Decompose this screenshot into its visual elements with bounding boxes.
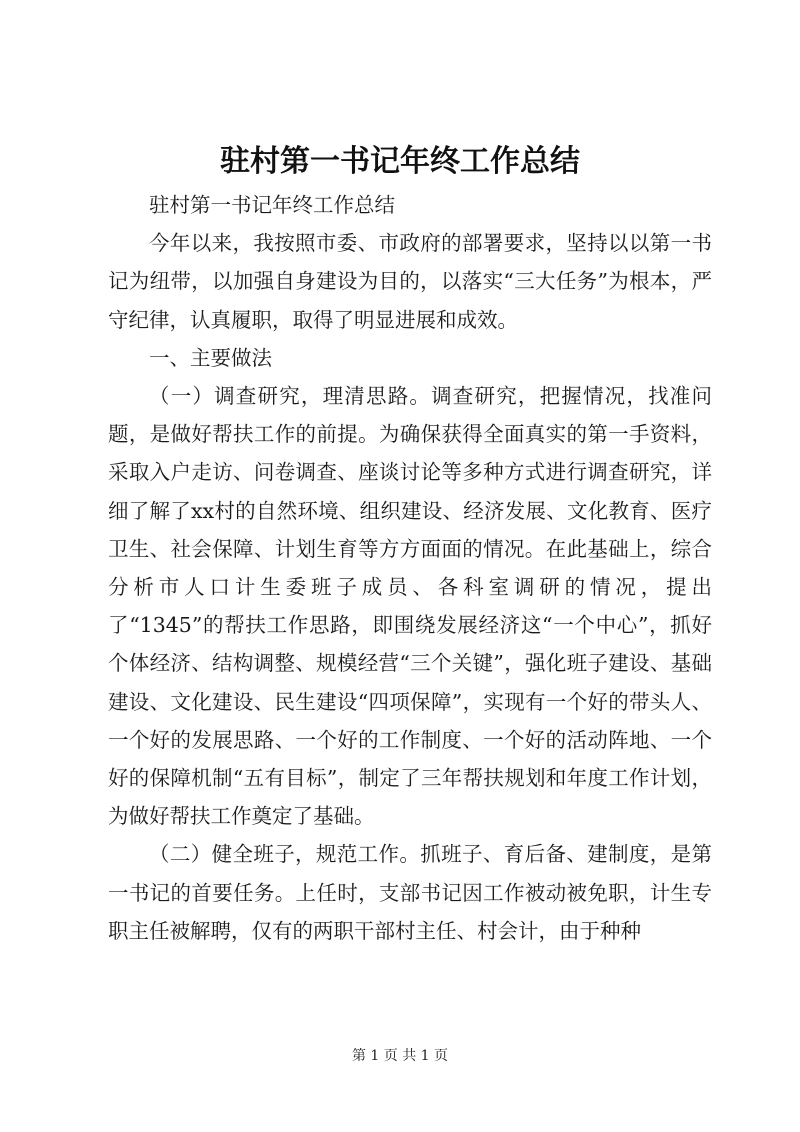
- body-paragraph: （二）健全班子，规范工作。抓班子、育后备、建制度，是第一书记的首要任务。上任时，支部书记因工作被动被免职，计生专职主任被解聘，仅有的两职干部村主任、村会计，由于种种: [108, 842, 712, 943]
- body-paragraph: 驻村第一书记年终工作总结: [149, 193, 395, 217]
- document-title: 驻村第一书记年终工作总结: [220, 144, 580, 179]
- body-paragraph: 今年以来，我按照市委、市政府的部署要求，坚持以以第一书记为纽带，以加强自身建设为目的，以落实“三大任务”为根本，严守纪律，认真履职，取得了明显进展和成效。: [108, 231, 712, 332]
- body-paragraph: （一）调查研究，理清思路。调查研究，把握情况，找准问题，是做好帮扶工作的前提。为确保获得全面真实的第一手资料，采取入户走访、问卷调查、座谈讨论等多种方式进行调查研究，详细了解了xx村的自然环境、组织建设、经济发展、文化教育、医疗卫生、社会保障、计划生育等方方面面的情况。在此基础上，综合分析市人口计生委班子成员、各科室调研的情况，提出了“1345”的帮扶工作思路，即围绕发展经济这“一个中心”，抓好个体经济、结构调整、规模经营“三个关键”，强化班子建设、基础建设、文化建设、民生建设“四项保障”，实现有一个好的带头人、一个好的发展思路、一个好的工作制度、一个好的活动阵地、一个好的保障机制“五有目标”，制定了三年帮扶规划和年度工作计划，为做好帮扶工作奠定了基础。: [108, 384, 712, 829]
- page-footer: 第 1 页 共 1 页: [351, 1048, 449, 1064]
- section-heading: 一、主要做法: [149, 345, 272, 370]
- document-body: [108, 186, 712, 950]
